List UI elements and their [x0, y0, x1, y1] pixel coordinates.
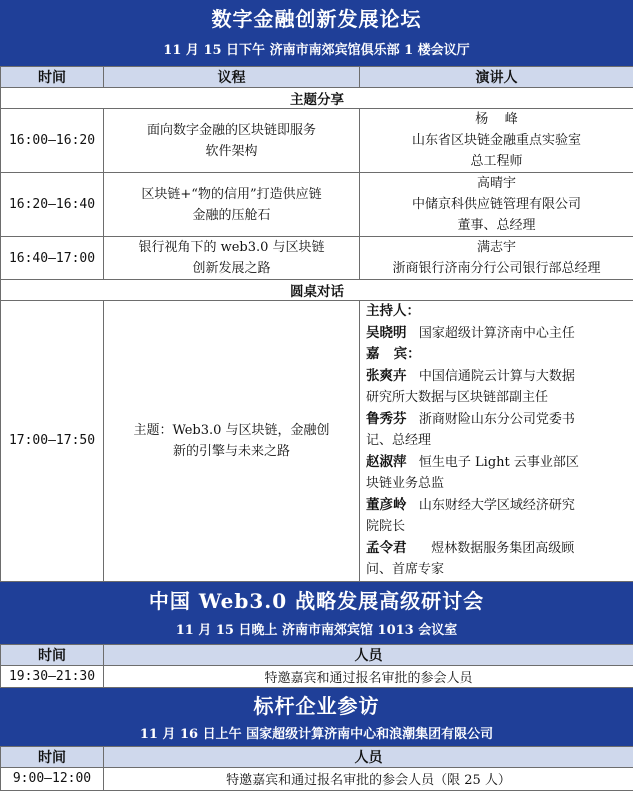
topic-line: 创新发展之路: [108, 258, 355, 279]
guest-title-cont: 块链业务总监: [366, 473, 629, 495]
host-name: 吴晓明: [366, 325, 407, 341]
seminar-time: 19:30–21:30: [1, 665, 104, 687]
header-time: 时间: [1, 746, 104, 767]
seminar-subtitle: 11 月 15 日晚上 济南市南郊宾馆 1013 会议室: [0, 620, 633, 644]
guest-title-cont: 问、首席专家: [366, 559, 629, 581]
table-row: [1, 109, 633, 173]
guest-title: 山东财经大学区域经济研究: [407, 498, 575, 513]
topic-line: 主题：Web3.0 与区块链，金融创: [108, 420, 355, 441]
speaker-name: 满志宇: [364, 237, 629, 258]
host-label: 主持人：: [366, 303, 420, 319]
header-speaker: 演讲人: [360, 67, 633, 88]
keynote-time: 16:00–16:20: [1, 109, 104, 173]
speaker-name: 高晴宇: [364, 173, 629, 194]
keynote-time: 16:20–16:40: [1, 173, 104, 237]
keynote-topic: [104, 237, 360, 280]
speaker-title: 总工程师: [364, 151, 629, 172]
host-title: 国家超级计算济南中心主任: [407, 326, 575, 341]
header-time: 时间: [1, 67, 104, 88]
guest-name: 赵淑萍: [366, 454, 407, 470]
roundtable-time: 17:00–17:50: [1, 301, 104, 582]
guest-title: 浙商财险山东分公司党委书: [407, 412, 575, 427]
header-people: 人员: [104, 644, 633, 665]
topic-line: 区块链+“物的信用”打造供应链: [108, 184, 355, 205]
speaker-name: 杨 峰: [364, 109, 629, 130]
table-row: [1, 767, 633, 790]
visit-table: [0, 746, 633, 791]
guest-title: 中国信通院云计算与大数据: [407, 369, 575, 384]
guest-title-cont: 研究所大数据与区块链部副主任: [366, 387, 629, 409]
header-agenda: 议程: [104, 67, 360, 88]
topic-line: 金融的压舱石: [108, 205, 355, 226]
seminar-table: [0, 644, 633, 688]
keynote-topic: [104, 109, 360, 173]
guest-name: 鲁秀芬: [366, 411, 407, 427]
keynote-speaker: [360, 173, 633, 237]
guest-title-cont: 院院长: [366, 516, 629, 538]
speaker-title: 董事、总经理: [364, 215, 629, 236]
header-people: 人员: [104, 746, 633, 767]
visit-time: 9:00–12:00: [1, 767, 104, 790]
visit-subtitle: 11 月 16 日上午 国家超级计算济南中心和浪潮集团有限公司: [0, 724, 633, 746]
keynote-topic: [104, 173, 360, 237]
visit-people: 特邀嘉宾和通过报名审批的参会人员（限 25 人）: [104, 767, 633, 790]
header-time: 时间: [1, 644, 104, 665]
topic-line: 面向数字金融的区块链即服务: [108, 120, 355, 141]
roundtable-participants: [360, 301, 633, 582]
topic-line: 软件架构: [108, 141, 355, 162]
guest-name: 董彦岭: [366, 497, 407, 513]
section-keynote: 主题分享: [1, 88, 633, 109]
guest-name: 孟令君: [366, 540, 407, 556]
forum-subtitle: 11 月 15 日下午 济南市南郊宾馆俱乐部 1 楼会议厅: [0, 38, 633, 66]
forum-title: 数字金融创新发展论坛: [0, 0, 633, 38]
seminar-title: 中国 Web3.0 战略发展高级研讨会: [0, 582, 633, 620]
speaker-org: 山东省区块链金融重点实验室: [364, 130, 629, 151]
table-row: [1, 173, 633, 237]
seminar-people: 特邀嘉宾和通过报名审批的参会人员: [104, 665, 633, 687]
table-row: [1, 237, 633, 280]
guest-title: 煜林数据服务集团高级顾: [407, 541, 575, 556]
table-row: [1, 665, 633, 687]
guest-title: 恒生电子 Light 云事业部区: [407, 455, 579, 470]
guest-name: 张爽卉: [366, 368, 407, 384]
roundtable-topic: [104, 301, 360, 582]
table-row: [1, 301, 633, 582]
forum-table: [0, 66, 633, 582]
topic-line: 新的引擎与未来之路: [108, 441, 355, 462]
keynote-speaker: [360, 109, 633, 173]
keynote-time: 16:40–17:00: [1, 237, 104, 280]
guest-title-cont: 记、总经理: [366, 430, 629, 452]
visit-title: 标杆企业参访: [0, 688, 633, 724]
speaker-org: 浙商银行济南分行公司银行部总经理: [364, 258, 629, 279]
topic-line: 银行视角下的 web3.0 与区块链: [108, 237, 355, 258]
section-roundtable: 圆桌对话: [1, 280, 633, 301]
speaker-org: 中储京科供应链管理有限公司: [364, 194, 629, 215]
guests-label: 嘉 宾：: [366, 346, 421, 362]
keynote-speaker: [360, 237, 633, 280]
